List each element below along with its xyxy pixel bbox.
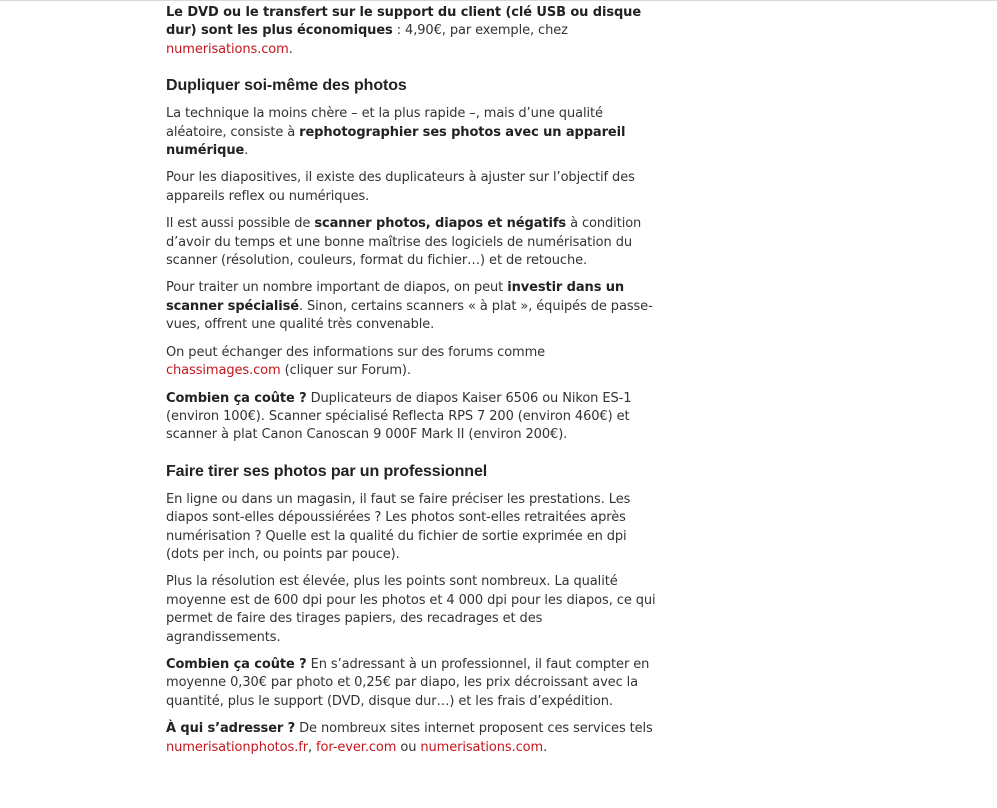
text: Pour traiter un nombre important de diapos, on peut xyxy=(166,280,508,296)
bold-text: scanner photos, diapos et négatifs xyxy=(314,216,567,232)
text: . xyxy=(543,739,548,755)
text: : 4,90€, par exemple, chez xyxy=(392,23,568,39)
paragraph-dvd xyxy=(166,4,658,59)
text: à condition d’avoir du temps et une bonne maîtrise des logiciels de numérisation du scanner (résolution, couleurs, format du fichier…) et de retouche. xyxy=(166,216,642,269)
article-body xyxy=(166,4,658,766)
text: . xyxy=(288,41,293,57)
text: En s’adressant à un professionnel, il faut compter en moyenne 0,30€ par photo et 0,25€ par diapo, les prix décroissant avec la quantité, plus le support (DVD, disque dur…) et les frais d’expédition. xyxy=(166,656,650,709)
text: , xyxy=(307,739,317,755)
bold-text: investir dans un scanner spécialisé xyxy=(166,280,625,314)
link-for-ever[interactable]: for-ever.com xyxy=(316,739,397,755)
paragraph-traiter xyxy=(166,279,658,334)
paragraph-scanner xyxy=(166,215,658,270)
text: Il est aussi possible de xyxy=(166,216,315,232)
heading-dupliquer: Dupliquer soi-même des photos xyxy=(166,77,407,95)
text: (cliquer sur Forum). xyxy=(280,363,411,379)
bold-text: Le DVD ou le transfert sur le support du client (clé USB ou disque dur) sont les plus économiques xyxy=(166,5,642,39)
text: Duplicateurs de diapos Kaiser 6506 ou Nikon ES-1 (environ 100€). Scanner spécialisé Reflecta RPS 7 200 (environ 460€) et scanner à plat Canon Canoscan 9 000F Mark II (environ 200€). xyxy=(166,390,632,443)
link-chassimages[interactable]: chassimages.com xyxy=(166,363,281,379)
bold-text: Combien ça coûte ? xyxy=(166,390,307,406)
paragraph-resolution: Plus la résolution est élevée, plus les points sont nombreux. La qualité moyenne est de 600 dpi pour les photos et 4 000 dpi pour les diapos, ce qui permet de faire des tirages papiers, des recadrages et des agrandissements. xyxy=(166,574,656,645)
text: De nombreux sites internet proposent ces services tels xyxy=(295,721,653,737)
link-numerisations[interactable]: numerisations.com xyxy=(166,41,289,57)
paragraph-forums xyxy=(166,344,658,381)
link-numerisationphotos[interactable]: numerisationphotos.fr xyxy=(166,739,308,755)
heading-professionnel: Faire tirer ses photos par un professionnel xyxy=(166,462,488,480)
paragraph-adresser xyxy=(166,720,658,757)
bold-text: Combien ça coûte ? xyxy=(166,656,307,672)
paragraph-technique xyxy=(166,105,658,160)
text: On peut échanger des informations sur des forums comme xyxy=(166,344,546,360)
text: La technique la moins chère – et la plus rapide –, mais d’une qualité aléatoire, consiste à xyxy=(166,106,603,140)
link-numerisations-2[interactable]: numerisations.com xyxy=(420,739,544,755)
paragraph-cout-2 xyxy=(166,656,658,711)
paragraph-cout-1 xyxy=(166,390,658,445)
bold-text: rephotographier ses photos avec un appareil numérique xyxy=(166,124,626,159)
bold-text: À qui s’adresser ? xyxy=(166,721,296,737)
text: . Sinon, certains scanners « à plat », équipés de passe-vues, offrent une qualité très convenable. xyxy=(166,298,653,333)
text: ou xyxy=(396,739,421,755)
paragraph-diapositives: Pour les diapositives, il existe des duplicateurs à ajuster sur l’objectif des appareils reflex ou numériques. xyxy=(166,170,635,204)
top-border-line xyxy=(0,0,997,1)
paragraph-en-ligne: En ligne ou dans un magasin, il faut se faire préciser les prestations. Les diapos sont-elles dépoussiérées ? Les photos sont-elles retraitées après numérisation ? Quelle est la qualité du fichier de sortie exprimée en dpi (dots per inch, ou points par pouce). xyxy=(166,491,631,562)
text: . xyxy=(244,143,249,159)
